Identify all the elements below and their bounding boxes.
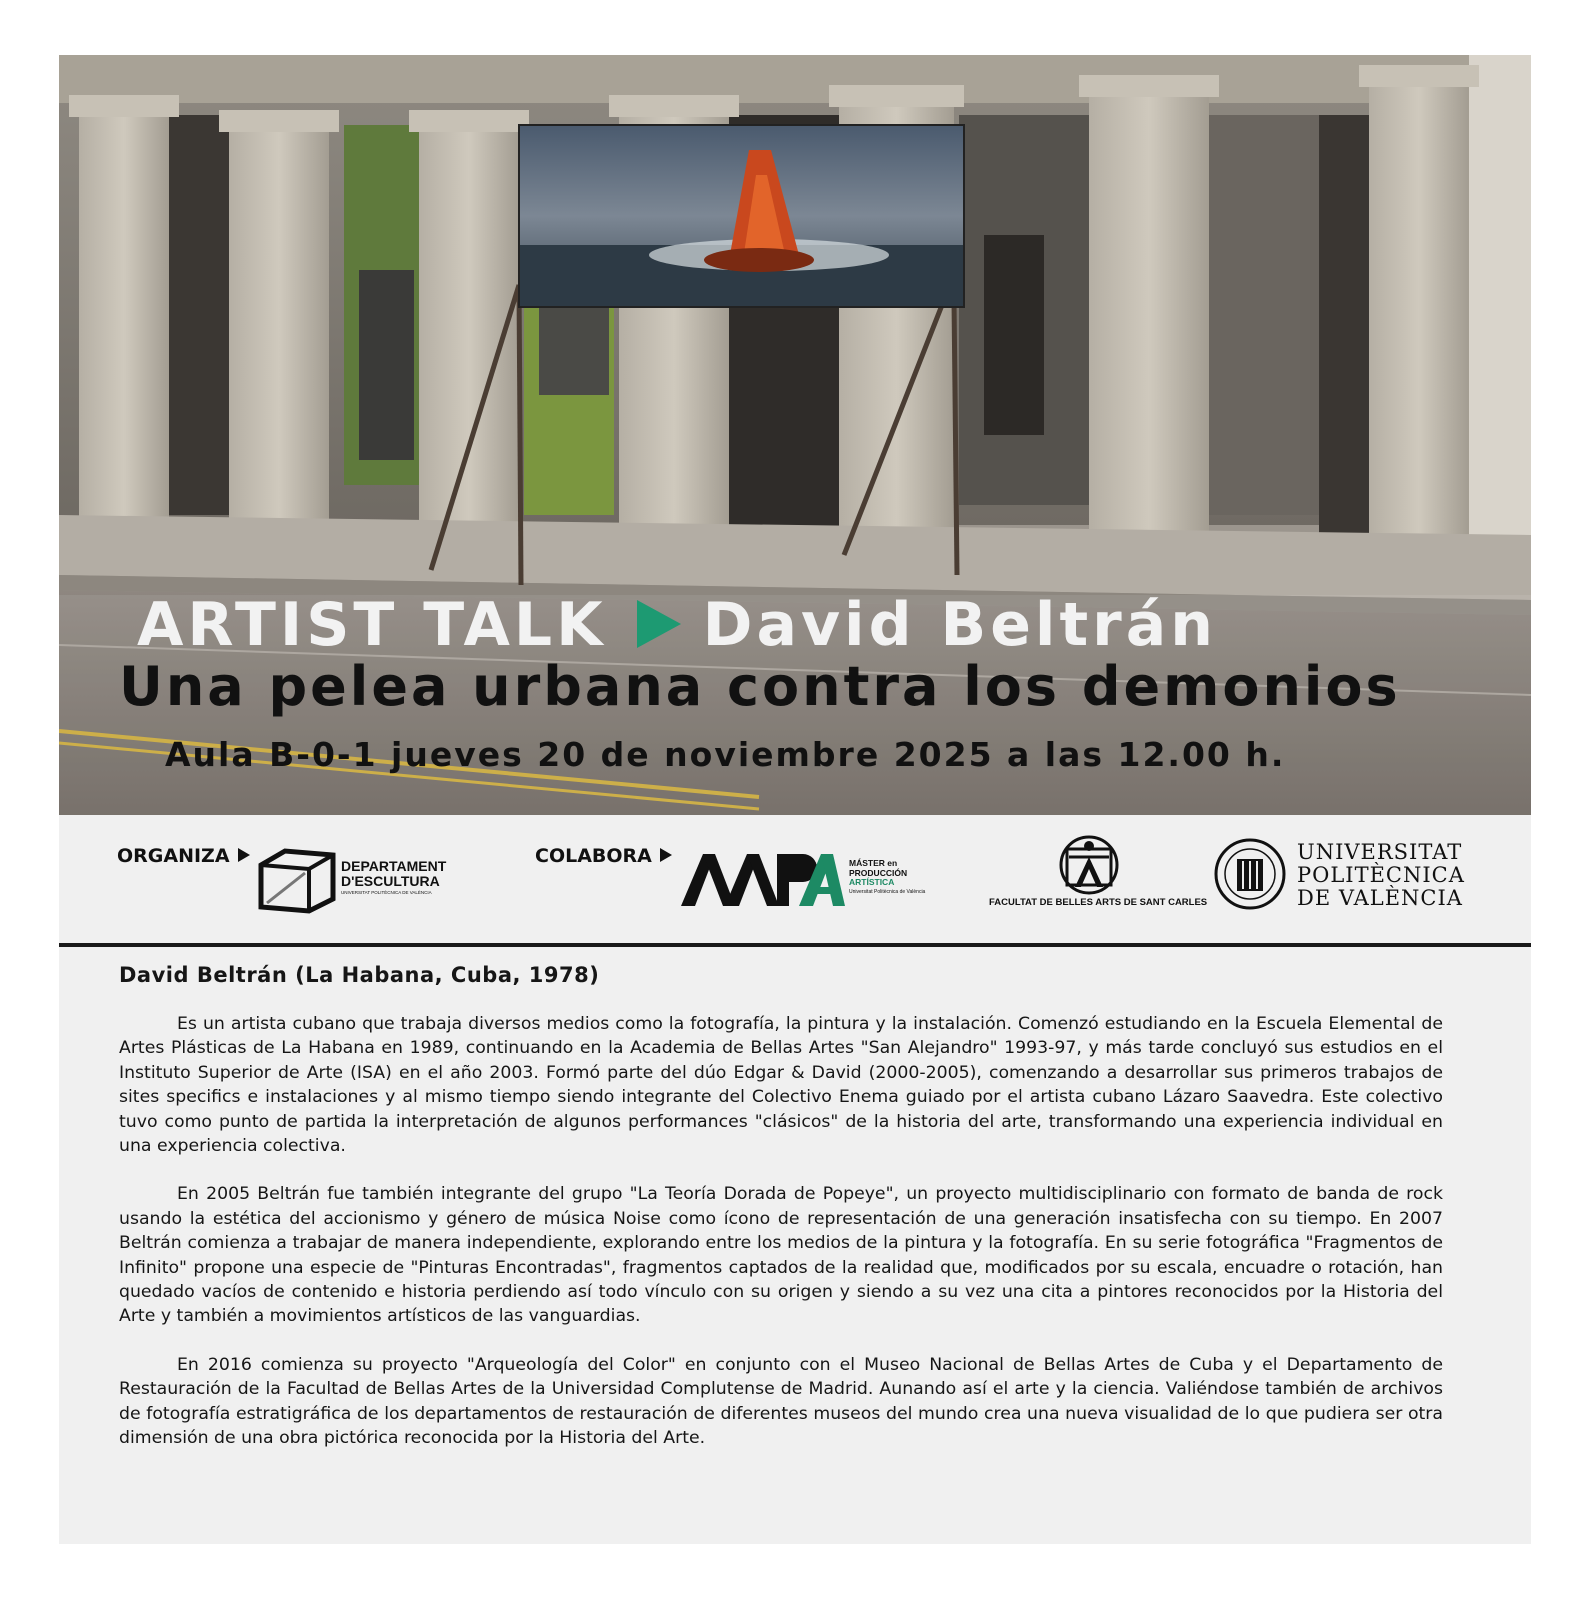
organiza-label: ORGANIZA [117,845,250,867]
upv-line3: DE VALÈNCIA [1297,886,1463,910]
bio-paragraph: Es un artista cubano que trabaja diversos medios como la fotografía, la pintura y la instalación. Comenzó estudiando en la Escuela Elemental de Artes Plásticas de La Habana en 1989, continuando en la Academia de Bellas Artes "San Alejandro" 1993-97, y más tarde concluyó sus estudios en el Instituto Superior de Arte (ISA) en el año 2003. Formó parte del dúo Edgar & David (2000-2005), comenzando a desarrollar sus primeros trabajos de sites specifics e instalaciones y al mismo tiempo siendo integrante del Colectivo Enema guiado por el artista cubano Lázaro Saavedra. Este colectivo tuvo como punto de partida la interpretación de algunos performances "clásicos" de la historia del arte, transformando una experiencia individual en una experiencia colectiva. [119,1014,1443,1157]
triangle-right-icon [238,848,250,862]
triangle-right-icon [660,848,672,862]
upv-seal-icon [1213,837,1287,911]
hero-photo [59,55,1531,815]
bio-paragraph: En 2016 comienza su proyecto "Arqueología del Color" en conjunto con el Museo Nacional de Bellas Artes de Cuba y el Departamento de Restauración de la Facultad de Bellas Artes de la Universidad Complutense de Madrid. Aunando así el arte y la ciencia. Valiéndose también de archivos de fotografía estratigráfica de los departamentos de restauración de diferentes museos del mundo crea una nueva visualidad de lo que pudiera ser otra dimensión de una obra pictórica reconocida por la Historia del Arte. [119,1354,1443,1449]
dept-sub: UNIVERSITAT POLITÈCNICA DE VALÈNCIA [341,890,432,895]
talk-details: Aula B-0-1 jueves 20 de noviembre 2025 a las 12.00 h. [165,735,1286,774]
cube-icon [257,845,337,915]
poster [59,55,1531,1544]
artist-bio [119,963,1443,1451]
bio-paragraph: En 2005 Beltrán fue también integrante del grupo "La Teoría Dorada de Popeye", un proyecto multidisciplinario con formato de banda de rock usando la estética del accionismo y género de música Noise como ícono de representación de una generación insatisfecha con su tiempo. En 2007 Beltrán comienza a trabajar de manera independiente, explorando entre los medios de la pintura y la fotografía. En su serie fotográfica "Fragmentos de Infinito" propone una especie de "Pinturas Encontradas", fragmentos captados de la realidad que, modificados por su escala, encuadre o rotación, han quedado vacíos de contenido e historia perdiendo así todo vínculo con su origen y siendo a su vez una cita a pintores reconocidos por la Historia del Arte y también a movimientos artísticos de las vanguardias. [119,1184,1443,1327]
talk-title: Una pelea urbana contra los demonios [119,655,1401,718]
hero-headline [137,590,1217,660]
artist-talk-label: ARTIST TALK [137,590,607,660]
divider-rule [59,943,1531,947]
mapa-letters-graphic [681,851,845,909]
mapa-line1: MÁSTER en [849,858,898,868]
fba-caption: FACULTAT DE BELLES ARTS DE SANT CARLES [989,897,1208,908]
mapa-logo [681,851,981,911]
dept-line2: D'ESCULTURA [341,873,440,889]
artist-name: David Beltrán [702,590,1217,660]
sponsor-strip [59,815,1531,945]
mapa-line3: ARTÍSTICA [849,877,895,887]
vitruvian-emblem-icon [989,835,1189,895]
upv-line1: UNIVERSITAT [1297,840,1463,864]
facultat-belles-arts-logo [989,835,1208,915]
mapa-line2: PRODUCCIÓN [849,867,908,878]
dept-line1: DEPARTAMENT [341,858,447,874]
upv-logo [1213,837,1493,917]
mapa-line4: Universitat Politècnica de València [849,888,926,895]
departament-escultura-logo [257,845,457,915]
play-triangle-icon [637,600,681,648]
bio-heading: David Beltrán (La Habana, Cuba, 1978) [119,963,600,987]
upv-line2: POLITÈCNICA [1297,863,1465,887]
colabora-label: COLABORA [535,845,672,867]
